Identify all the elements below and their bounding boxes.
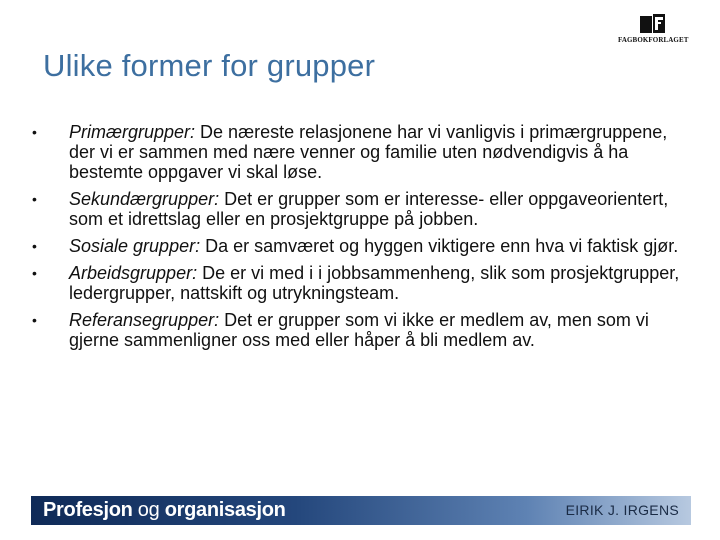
list-item [32,263,692,303]
author-name: EIRIK J. IRGENS [565,502,679,518]
term-label: Arbeidsgrupper: [69,263,198,283]
term-description: De næreste relasjonene har vi vanligvis i primærgruppene, der vi er sammen med nære venner og familie uten nødvendigvis å ha bestemte oppgaver vi skal løse. [69,122,668,182]
bullet-marker: • [32,238,37,254]
term-description: Det er grupper som er interesse- eller oppgaveorientert, som et idrettslag eller en prosjektgruppe på jobben. [69,189,669,229]
list-item [32,122,692,182]
list-item [32,310,692,350]
footer-bar [31,496,691,525]
term-description: Det er grupper som vi ikke er medlem av, men som vi gjerne sammenligner oss med eller håper å bli medlem av. [69,310,649,350]
page-title: Ulike former for grupper [43,48,376,83]
bullet-marker: • [32,124,37,140]
term-label: Sekundærgrupper: [69,189,220,209]
term-description: De er vi med i i jobbsammenheng, slik som prosjektgrupper, ledergrupper, nattskift og utrykningsteam. [69,263,680,303]
course-title [43,499,286,522]
publisher-logo [618,14,688,48]
term-label: Sosiale grupper: [69,236,201,256]
course-title-part: og [132,499,165,521]
bullet-marker: • [32,265,37,281]
publisher-name: FAGBOKFORLAGET [618,36,689,44]
bullet-marker: • [32,191,37,207]
course-title-part: Profesjon [43,499,133,521]
term-description: Da er samværet og hyggen viktigere enn hva vi faktisk gjør. [200,236,679,256]
bullet-marker: • [32,312,37,328]
list-item [32,236,692,256]
term-label: Primærgrupper: [69,122,196,142]
book-logo-icon [640,14,666,34]
bullet-list [32,122,692,357]
term-label: Referansegrupper: [69,310,220,330]
list-item [32,189,692,229]
course-title-part: organisasjon [164,499,286,521]
